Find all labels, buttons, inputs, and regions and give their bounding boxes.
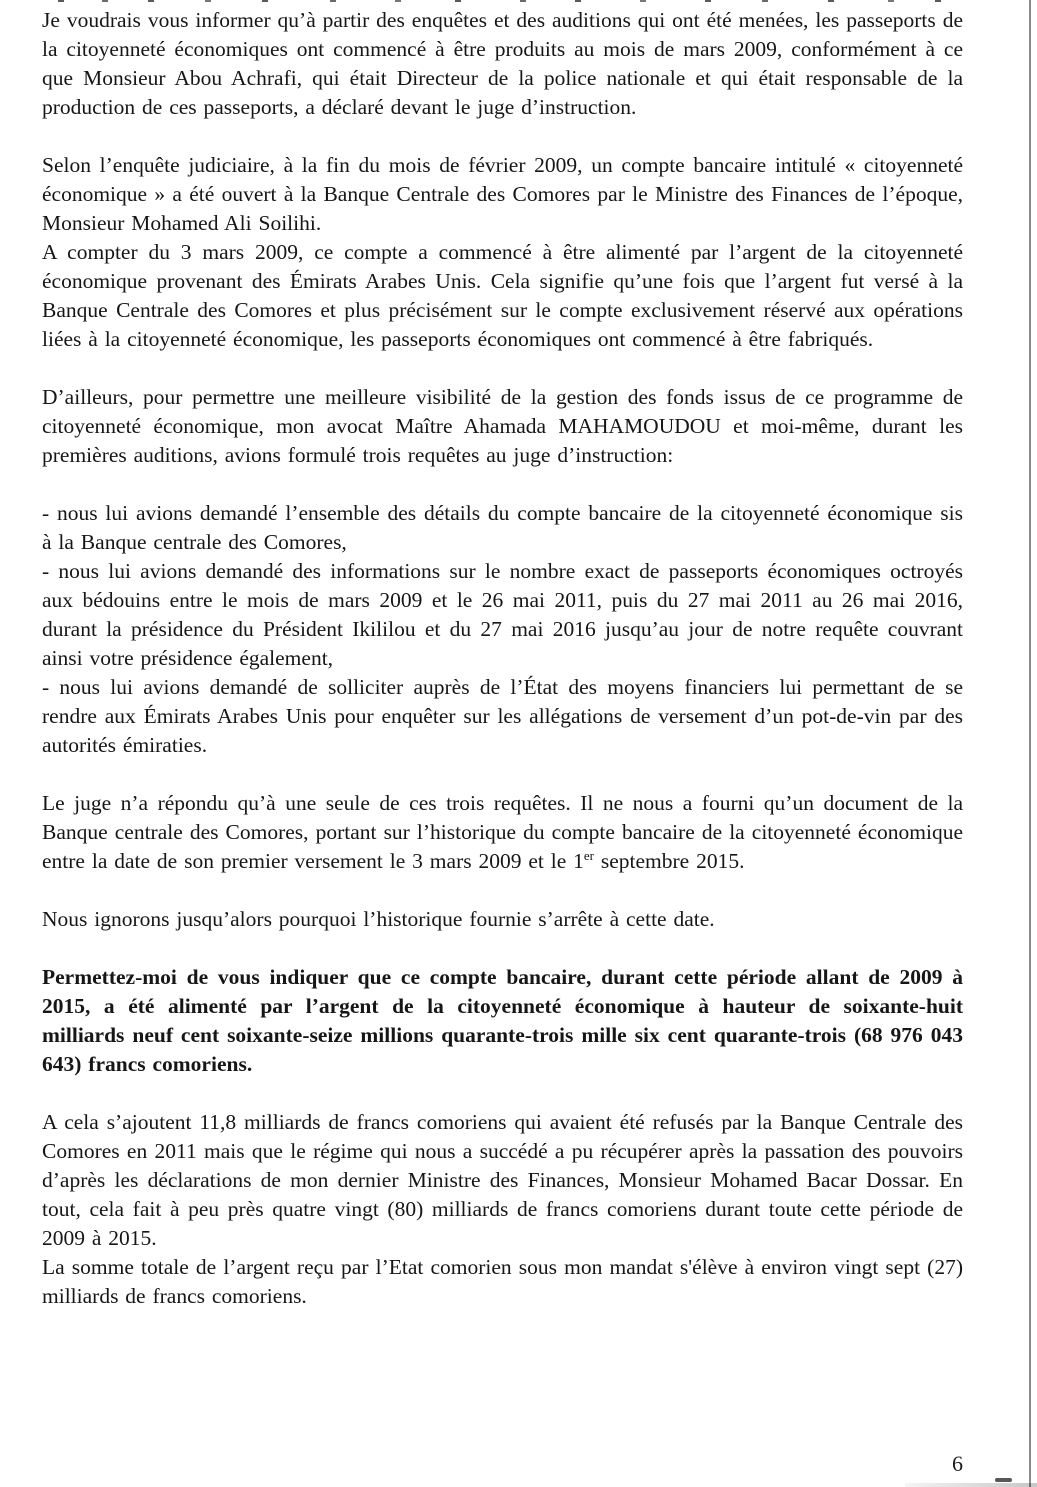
paragraph-somme: La somme totale de l’argent reçu par l’Etat comorien sous mon mandat s'élève à environ vingt sept (27) milliards de francs comoriens. (42, 1255, 963, 1308)
paragraph-juge-text-end: septembre 2015. (593, 849, 745, 873)
page-number: 6 (952, 1451, 963, 1476)
paragraph-ignorons: Nous ignorons jusqu’alors pourquoi l’historique fournie s’arrête à cette date. (42, 907, 715, 931)
request-item-3: - nous lui avions demandé de solliciter auprès de l’État des moyens financiers lui permettant de se rendre aux Émirats Arabes Unis pour enquêter sur les allégations de versement d’un pot-de-vin par des autorités émiraties. (42, 675, 963, 757)
paragraph-dailleurs: D’ailleurs, pour permettre une meilleure visibilité de la gestion des fonds issus de ce programme de citoyenneté économique, mon avocat Maître Ahamada MAHAMOUDOU et moi-même, durant les premières auditions, avions formulé trois requêtes au juge d’instruction: (42, 385, 963, 467)
scan-artifact-corner-shade (905, 1483, 1037, 1487)
scan-artifact-smudge (995, 1478, 1012, 1482)
paragraph-intro: Je voudrais vous informer qu’à partir des enquêtes et des auditions qui ont été menées, les passeports de la citoyenneté économiques ont commencé à être produits au mois de mars 2009, conformément à ce que Monsieur Abou Achrafi, qui était Directeur de la police nationale et qui était responsable de la production de ces passeports, a déclaré devant le juge d’instruction. (42, 8, 963, 119)
scan-edge-line (1029, 0, 1031, 1487)
request-item-2: - nous lui avions demandé des informations sur le nombre exact de passeports économiques octroyés aux bédouins entre le mois de mars 2009 et le 26 mai 2011, puis du 27 mai 2011 au 26 mai 2016, durant la présidence du Président Ikililou et du 27 mai 2016 jusqu’au jour de notre requête couvrant ainsi votre présidence également, (42, 559, 963, 670)
ordinal-superscript: er (583, 847, 594, 863)
paragraph-juge-text: Le juge n’a répondu qu’à une seule de ces trois requêtes. Il ne nous a fourni qu’un document de la Banque centrale des Comores, portant sur l’historique du compte bancaire de la citoyenneté économique entre la date de son premier versement le 3 mars 2009 et le 1 (42, 791, 963, 873)
paragraph-ajout: A cela s’ajoutent 11,8 milliards de francs comoriens qui avaient été refusés par la Banque Centrale des Comores en 2011 mais que le régime qui nous a succédé a pu récupérer après la passation des pouvoirs d’après les déclarations de mon dernier Ministre des Finances, Monsieur Mohamed Bacar Dossar. En tout, cela fait à peu près quatre vingt (80) milliards de francs comoriens durant toute cette période de 2009 à 2015. (42, 1110, 963, 1250)
paragraph-enquete: Selon l’enquête judiciaire, à la fin du mois de février 2009, un compte bancaire intitulé « citoyenneté économique » a été ouvert à la Banque Centrale des Comores par le Ministre des Finances de l’époque, Monsieur Mohamed Ali Soilihi. (42, 153, 963, 235)
page-content (42, 6, 963, 1311)
paragraph-montant-bold: Permettez-moi de vous indiquer que ce compte bancaire, durant cette période allant de 2009 à 2015, a été alimenté par l’argent de la citoyenneté économique à hauteur de soixante-huit milliards neuf cent soixante-seize millions quarante-trois mille six cent quarante-trois (68 976 043 643) francs comoriens. (42, 965, 963, 1076)
cut-off-text-fragment (0, 0, 6, 2)
request-item-1: - nous lui avions demandé l’ensemble des détails du compte bancaire de la citoyenneté économique sis à la Banque centrale des Comores, (42, 501, 963, 554)
paragraph-compte: A compter du 3 mars 2009, ce compte a commencé à être alimenté par l’argent de la citoyenneté économique provenant des Émirats Arabes Unis. Cela signifie qu’une fois que l’argent fut versé à la Banque Centrale des Comores et plus précisément sur le compte exclusivement réservé aux opérations liées à la citoyenneté économique, les passeports économiques ont commencé à être fabriqués. (42, 240, 963, 351)
paragraph-juge (42, 789, 963, 876)
